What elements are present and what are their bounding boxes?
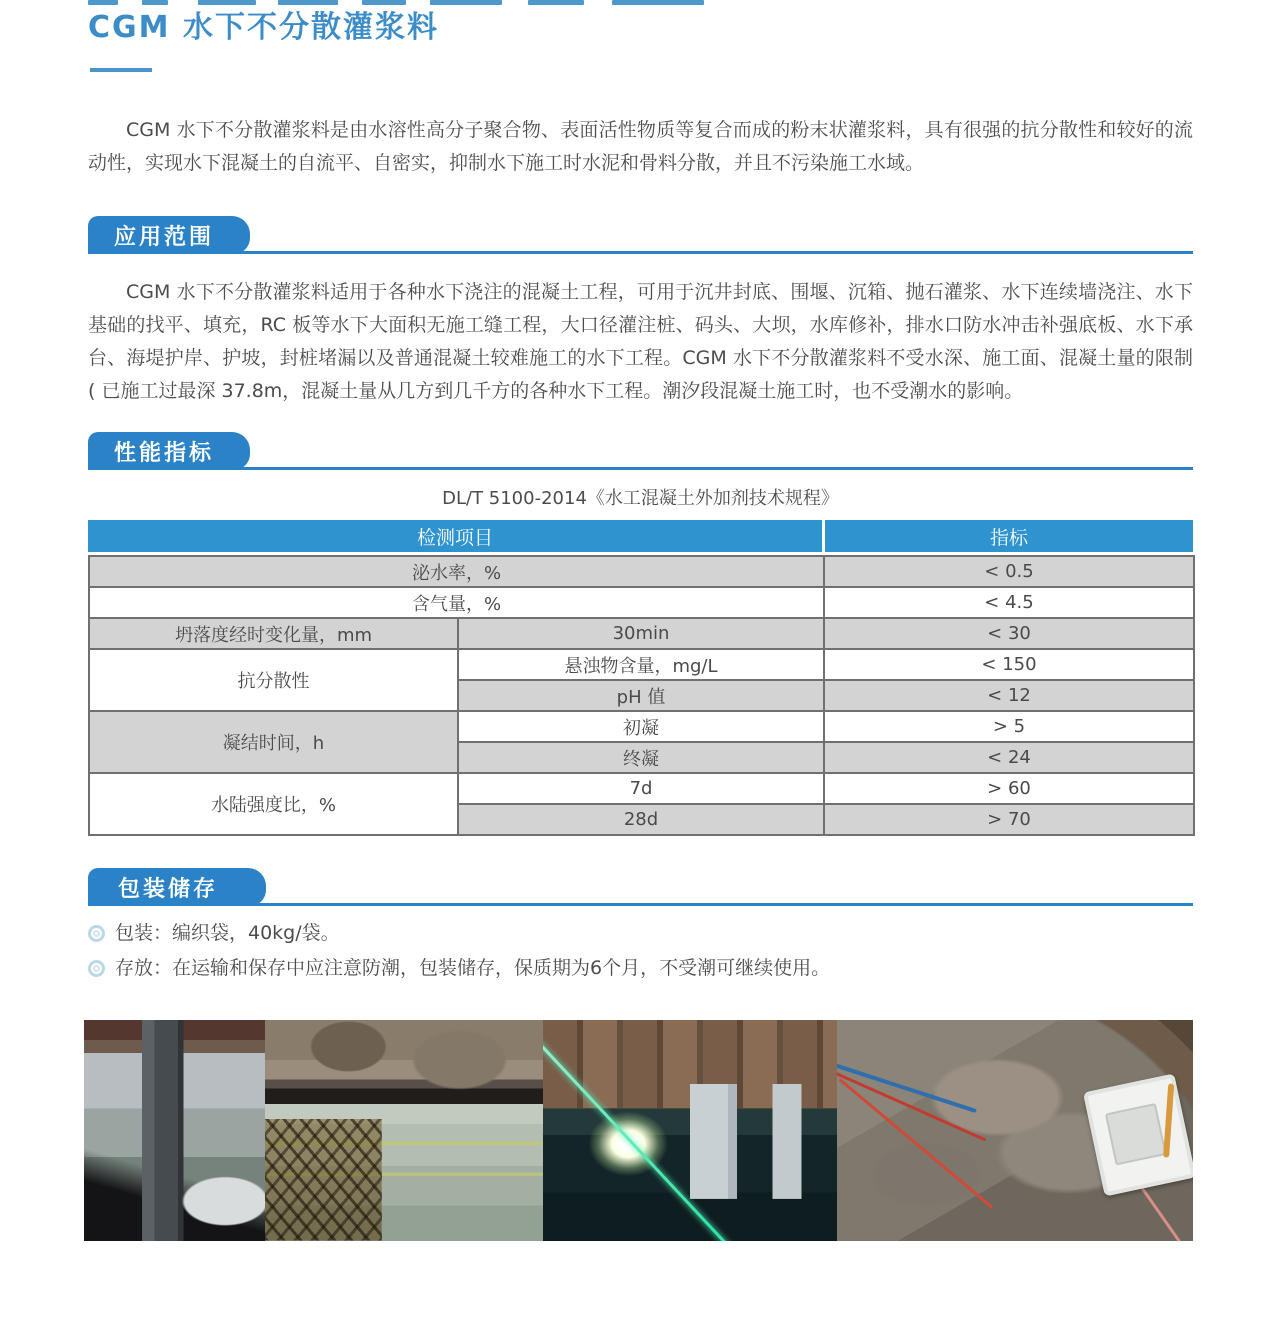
packaging-item-text: 包装：编织袋，40kg/袋。 <box>115 922 340 944</box>
section-header-performance <box>88 432 1193 470</box>
cell-sub: 终凝 <box>458 742 824 773</box>
photo-pier-formwork <box>84 1020 265 1241</box>
cell-sub: 28d <box>458 804 824 835</box>
cropped-text-fragment <box>362 0 406 5</box>
cropped-text-fragment <box>278 0 338 5</box>
cell-value: < 4.5 <box>824 587 1194 618</box>
table-row <box>89 556 1194 587</box>
cropped-text-fragment <box>528 0 584 5</box>
cropped-text-fragment <box>612 0 704 5</box>
project-photo-strip <box>84 1020 1280 1241</box>
cell-sub: 7d <box>458 773 824 804</box>
cell-group: 凝结时间，h <box>89 711 458 773</box>
cell-item: 坍落度经时变化量，mm <box>89 618 458 649</box>
title-underline <box>90 68 152 72</box>
list-item <box>88 955 1193 982</box>
table-row <box>89 711 1194 742</box>
table-header-item: 检测项目 <box>88 520 825 552</box>
red-cable <box>838 1078 993 1209</box>
table-row <box>89 587 1194 618</box>
laser-line <box>543 1034 833 1241</box>
cell-sub: 悬浊物含量，mg/L <box>458 649 824 680</box>
table-header-row <box>88 520 1193 552</box>
performance-badge: 性能指标 <box>88 432 250 470</box>
section-header-packaging <box>88 868 1193 906</box>
cropped-text-fragment <box>88 0 118 5</box>
cropped-text-fragment <box>198 0 256 5</box>
cell-value: < 30 <box>824 618 1194 649</box>
cell-group: 抗分散性 <box>89 649 458 711</box>
storage-item-text: 存放：在运输和保存中应注意防潮，包装储存，保质期为6个月，不受潮可继续使用。 <box>115 957 831 979</box>
white-tray <box>1083 1073 1193 1196</box>
section-header-application <box>88 216 1193 254</box>
cell-value: > 70 <box>824 804 1194 835</box>
performance-table <box>88 520 1193 836</box>
cell-value: < 0.5 <box>824 556 1194 587</box>
cropped-text-fragment <box>430 0 502 5</box>
standard-caption: DL/T 5100-2014《水工混凝土外加剂技术规程》 <box>442 488 839 509</box>
photo-underwater-piers-laser <box>543 1020 837 1241</box>
cell-sub: 30min <box>458 618 824 649</box>
section-rule <box>88 467 1193 470</box>
cell-item: 含气量，% <box>89 587 824 618</box>
application-badge: 应用范围 <box>88 216 250 254</box>
ring-bullet-icon <box>88 925 105 942</box>
section-rule <box>88 251 1193 254</box>
cell-group: 水陆强度比，% <box>89 773 458 835</box>
table-header-value: 指标 <box>989 526 1028 549</box>
list-item <box>88 920 1193 947</box>
table-row <box>89 649 1194 680</box>
cell-value: > 60 <box>824 773 1194 804</box>
photo-pile-casing-closeup <box>265 1020 543 1241</box>
performance-table-body <box>88 555 1195 836</box>
ring-bullet-icon <box>88 960 105 977</box>
tray-inner-panel <box>1105 1103 1167 1165</box>
cropped-text-fragment <box>142 0 168 5</box>
table-row <box>89 618 1194 649</box>
cell-value: < 24 <box>824 742 1194 773</box>
application-paragraph: CGM 水下不分散灌浆料适用于各种水下浇注的混凝土工程，可用于沉井封底、围堰、沉箱、抛石灌浆、水下连续墙浇注、水下基础的找平、填充，RC 板等水下大面积无施工缝工程，大口径灌注桩、码头、大坝，水库修补，排水口防水冲击补强底板、水下承台、海堤护岸、护坡，封桩堵漏以及普通混凝土较难施工的水下工程。CGM 水下不分散灌浆料不受水深、施工面、混凝土量的限制 ( 已施工过最深 37.8m，混凝土量从几方到几千方的各种水下工程。潮汐段混凝土施工时，也不受潮水的影响。 <box>88 281 1193 402</box>
yellow-stick <box>1164 1084 1175 1158</box>
cell-sub: 初凝 <box>458 711 824 742</box>
cell-item: 泌水率，% <box>89 556 824 587</box>
cell-value: > 5 <box>824 711 1194 742</box>
cell-sub: pH 值 <box>458 680 824 711</box>
table-row <box>89 773 1194 804</box>
photo-cofferdam-pit <box>837 1020 1193 1241</box>
cell-value: < 12 <box>824 680 1194 711</box>
packaging-badge: 包装储存 <box>88 868 266 906</box>
page-title: CGM 水下不分散灌浆料 <box>88 10 439 45</box>
cell-value: < 150 <box>824 649 1194 680</box>
intro-paragraph: CGM 水下不分散灌浆料是由水溶性高分子聚合物、表面活性物质等复合而成的粉末状灌浆料，具有很强的抗分散性和较好的流动性，实现水下混凝土的自流平、自密实，抑制水下施工时水泥和骨料分散，并且不污染施工水域。 <box>88 119 1193 174</box>
